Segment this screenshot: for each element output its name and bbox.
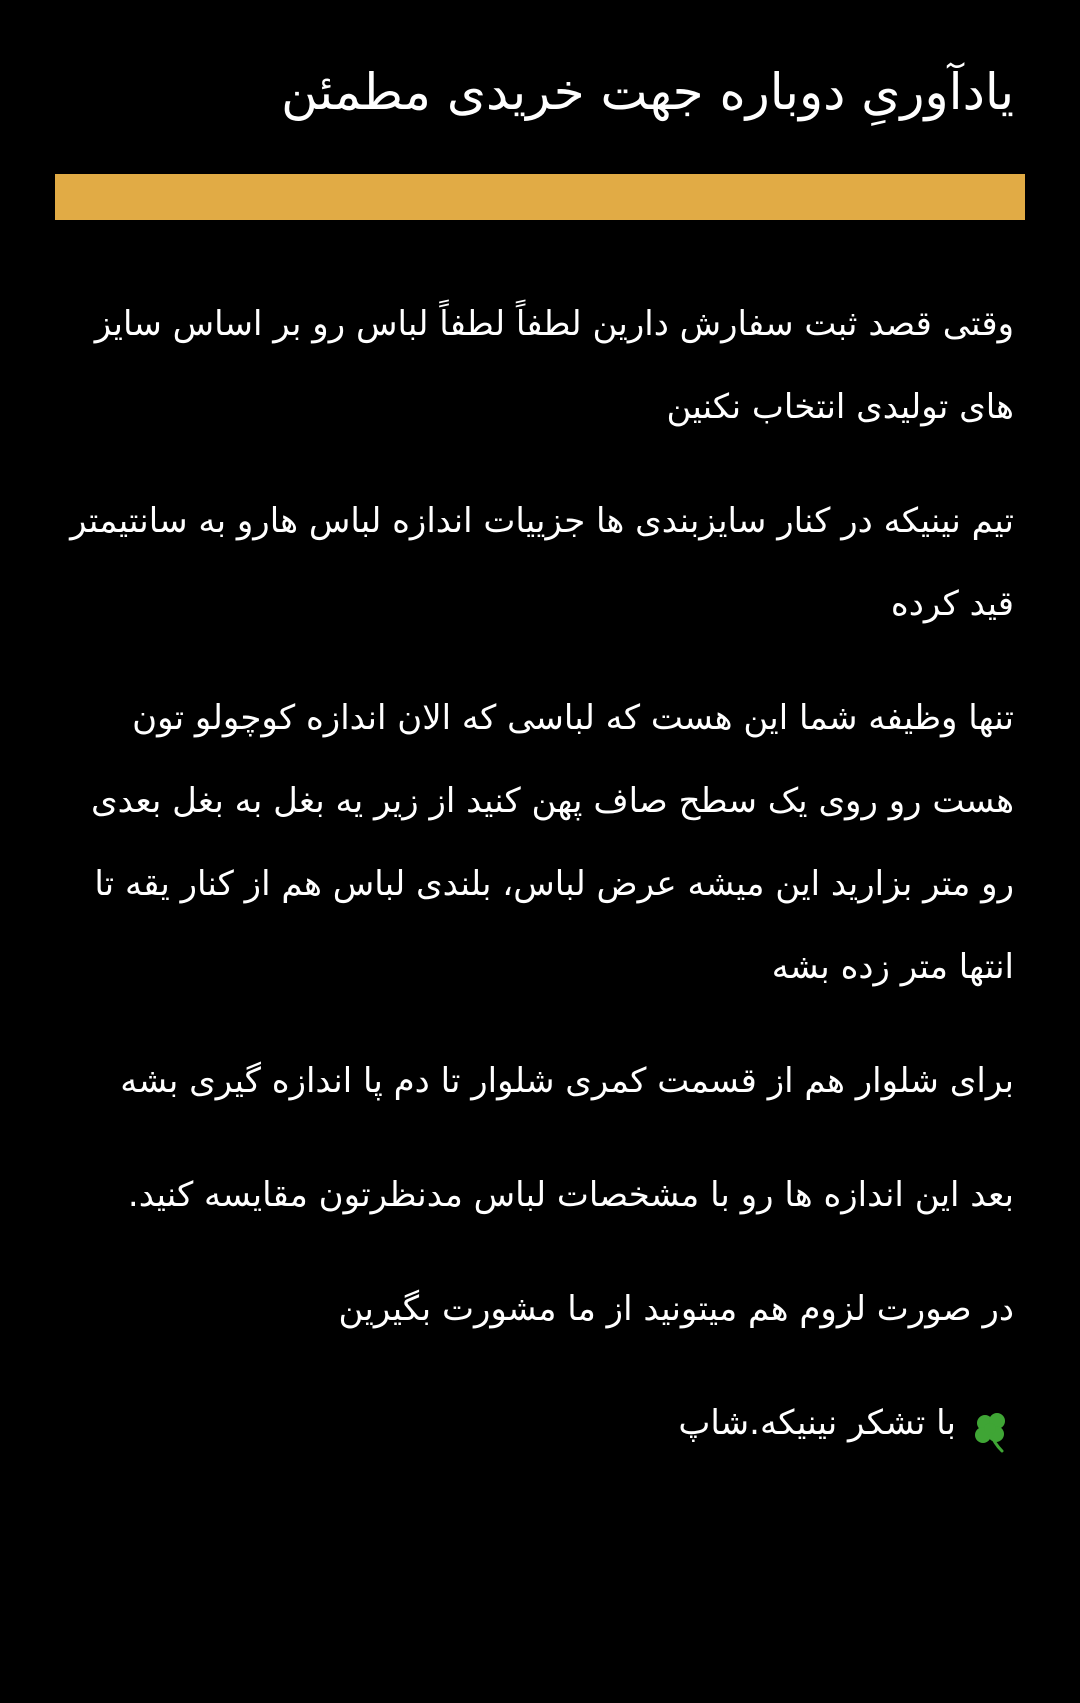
signoff (54, 1382, 1014, 1465)
paragraph-pants-measure: برای شلوار هم از قسمت کمری شلوار تا دم پا اندازه گیری بشه (120, 1061, 1014, 1101)
signoff-text: با تشکر نینیکه.شاپ (678, 1403, 956, 1443)
paragraph-compare: بعد این اندازه ها رو با مشخصات لباس مدنظرتون مقایسه کنید. (127, 1175, 1014, 1215)
paragraph-measuring-guide: تنها وظیفه شما این هست که لباسی که الان اندازه کوچولو تون هست رو روی یک سطح صاف پهن کنید از زیر یه بغل به بغل بعدی رو متر بزارید این میشه عرض لباس، بلندی لباس هم از کنار یقه تا انتها متر زده بشه (91, 698, 1014, 987)
article-body (54, 283, 1014, 1465)
paragraph-consult: در صورت لزوم هم میتونید از ما مشورت بگیرین (338, 1289, 1014, 1329)
four-leaf-clover-icon (970, 1402, 1014, 1446)
paragraph-size-details: تیم نینیکه در کنار سایزبندی ها جزییات اندازه لباس هارو به سانتیمتر قید کرده (70, 501, 1014, 624)
paragraph-size-selection: وقتی قصد ثبت سفارش دارین لطفاً لطفاً لباس رو بر اساس سایز های تولیدی انتخاب نکنین (94, 304, 1014, 427)
page-title: یادآوریِ دوباره جهت خریدی مطمئن (281, 63, 1014, 121)
accent-divider (55, 174, 1025, 220)
